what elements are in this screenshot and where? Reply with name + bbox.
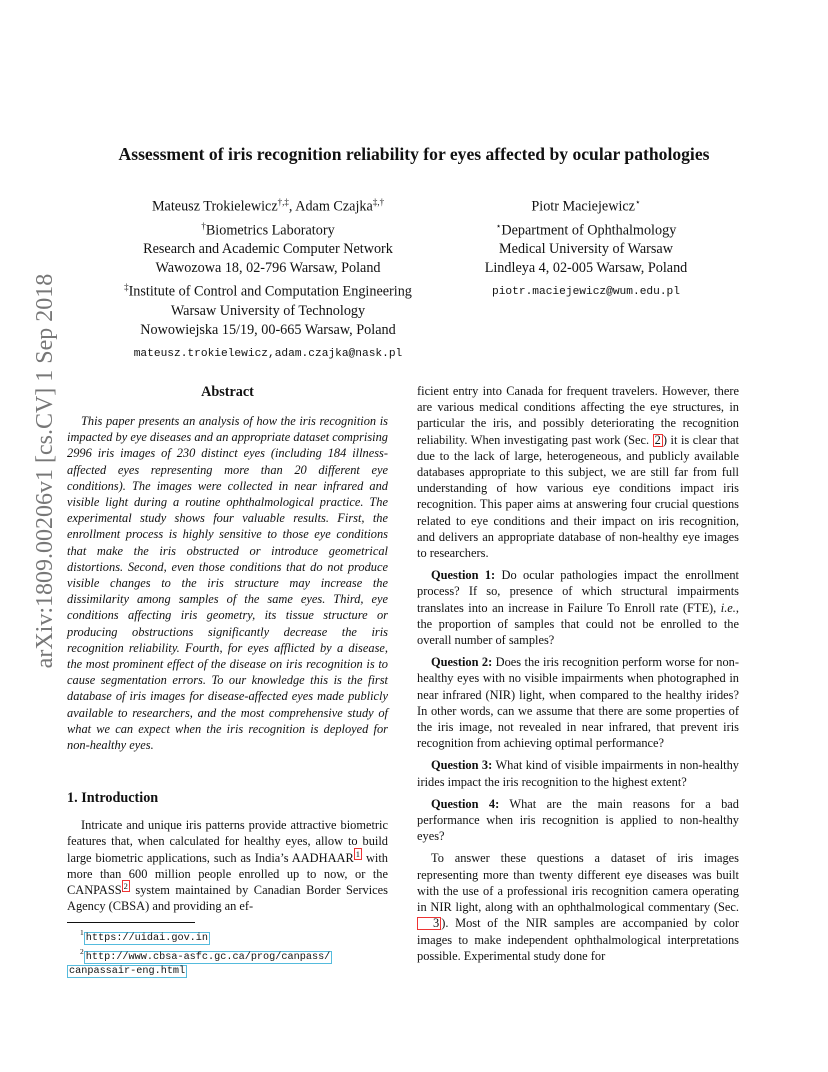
abstract-heading: Abstract xyxy=(201,384,254,400)
question-4: Question 4: What are the main reasons for a bad performance when iris recognition is applied to non-healthy eyes? xyxy=(417,796,739,844)
affiliation-line: Warsaw University of Technology xyxy=(170,303,366,320)
affiliation-line: Research and Academic Computer Network xyxy=(143,241,393,258)
footnote-2: $^2$ http://www.cbsa-asfc.gc.ca/prog/canpass/ xyxy=(80,947,331,963)
method-paragraph: To answer these questions a dataset of iris images representing more than twenty different eye diseases was built with the use of a professional iris recognition camera operating in NIR light, along with an ophthalmological commentary (Sec. 3 ). Most of the NIR samples are accompanied by color images to make independent ophthalmological interpretations possible. Experimental study done for xyxy=(417,851,739,963)
author-names: Mateusz Trokielewicz†,‡, Adam Czajka‡,† xyxy=(151,197,385,215)
left-column xyxy=(67,383,388,914)
author-email: mateusz.trokielewicz,adam.czajka@nask.pl xyxy=(133,348,403,361)
footnote-1: $^1$ https://uidai.gov.in xyxy=(80,928,209,944)
footnote-url-1[interactable]: https://uidai.gov.in xyxy=(85,932,209,944)
question-3: Question 3: What kind of visible impairments in non-healthy irides impact the iris recognition to the highest extent? xyxy=(417,758,739,789)
section-heading-introduction: 1. Introduction xyxy=(67,790,159,807)
footnote-url-2-cont[interactable]: canpassair-eng.html xyxy=(69,966,186,977)
right-column xyxy=(417,383,739,964)
footnote-2-cont xyxy=(67,964,397,979)
intro-paragraph-continued: ficient entry into Canada for frequent travelers. However, there are various medical conditions affecting the eye structures, in particular the iris, and possibly deteriorating the recognition reliability. When investigating past work (Sec. 2 ) it is clear that due to the lack of large, heterogeneous, and publicly available databases appropriate to this subject, we are still far from full understanding of how various eye conditions impact iris recognition. This paper aims at answering four crucial questions related to eye conditions and their impact on iris recognition, and delivers an appropriate database of non-healthy eye images to researchers. xyxy=(417,384,739,561)
affiliation-line: Lindleya 4, 02-005 Warsaw, Poland xyxy=(484,260,688,277)
author-email: piotr.maciejewicz@wum.edu.pl xyxy=(492,286,680,299)
intro-paragraph: Intricate and unique iris patterns provide attractive biometric features that, when calculated for healthy eyes, allow to build large biometric applications, such as India’s AADHAAR $^1$ with more than 600 million people enrolled up to now, or the CANPASS $^2$ system maintained by Canadian Border Services Agency (CBSA) and providing an ef- xyxy=(67,818,388,914)
section-ref-link-2[interactable]: 2 xyxy=(654,432,661,447)
footnotes xyxy=(67,926,397,979)
arxiv-stamp: arXiv:1809.00206v1 [cs.CV] 1 Sep 2018 xyxy=(32,273,58,669)
footnote-rule xyxy=(67,922,195,923)
author-name: Piotr Maciejewicz⋆ xyxy=(531,197,641,215)
affiliation-line: Medical University of Warsaw xyxy=(499,241,673,258)
affiliation-line: †Biometrics Laboratory xyxy=(201,220,335,239)
affiliation-line: ⋆Department of Ophthalmology xyxy=(495,220,677,239)
section-ref-link-3[interactable]: 3 xyxy=(417,917,441,930)
authors-right xyxy=(460,193,712,302)
affiliation-line: ‡Institute of Control and Computation Engineering xyxy=(124,282,412,301)
affiliation-line: Nowowiejska 15/19, 00-665 Warsaw, Poland xyxy=(140,322,396,339)
paper-title: Assessment of iris recognition reliability for eyes affected by ocular pathologies xyxy=(118,144,710,164)
question-2: Question 2: Does the iris recognition perform worse for non-healthy eyes with no visible impairments when photographed in near infrared (NIR) light, when compared to the healthy irides? In other words, can we assume that there are some properties of the iris image, not revealed in near infrared, that prevent iris recognition from achieving optimal performance? xyxy=(417,655,739,751)
affiliation-line: Wawozowa 18, 02-796 Warsaw, Poland xyxy=(155,260,381,277)
footnote-url-2[interactable]: http://www.cbsa-asfc.gc.ca/prog/canpass/ xyxy=(85,951,331,963)
authors-left xyxy=(100,193,436,364)
footnote-link-2[interactable]: 2 xyxy=(123,880,128,891)
abstract-text: This paper presents an analysis of how the iris recognition is impacted by eye diseases and an appropriate dataset comprising 2996 iris images of 230 distinct eyes (including 184 illness-affected eyes representing more than 20 different eye conditions). The images were collected in near infrared and visible light during a routine ophthalmological practice. The experimental study shows four valuable results. First, the enrollment process is highly sensitive to those eye conditions that make the iris obstructed or introduce geometrical distortions. Second, even those conditions that do not produce visible changes to the iris structure may increase the dissimilarity among samples of the same eyes. Third, eye conditions affecting iris geometry, its tissue structure or producing obstructions significantly decrease the iris recognition reliability. Fourth, for eyes afflicted by a disease, the most prominent effect of the disease on iris recognition is to cause segmentation errors. To our knowledge this is the first database of iris images for disease-affected eyes made publicly available to researchers, and the most comprehensive study of what we can expect when the iris recognition is deployed for non-healthy eyes. xyxy=(67,414,388,753)
question-1: Question 1: Do ocular pathologies impact the enrollment process? If so, presence of which structural impairments translates into an increase in Failure To Enroll rate (FTE), i.e., the proportion of samples that could not be enrolled to the overall number of samples? xyxy=(417,568,739,648)
footnote-link-1[interactable]: 1 xyxy=(355,848,360,859)
